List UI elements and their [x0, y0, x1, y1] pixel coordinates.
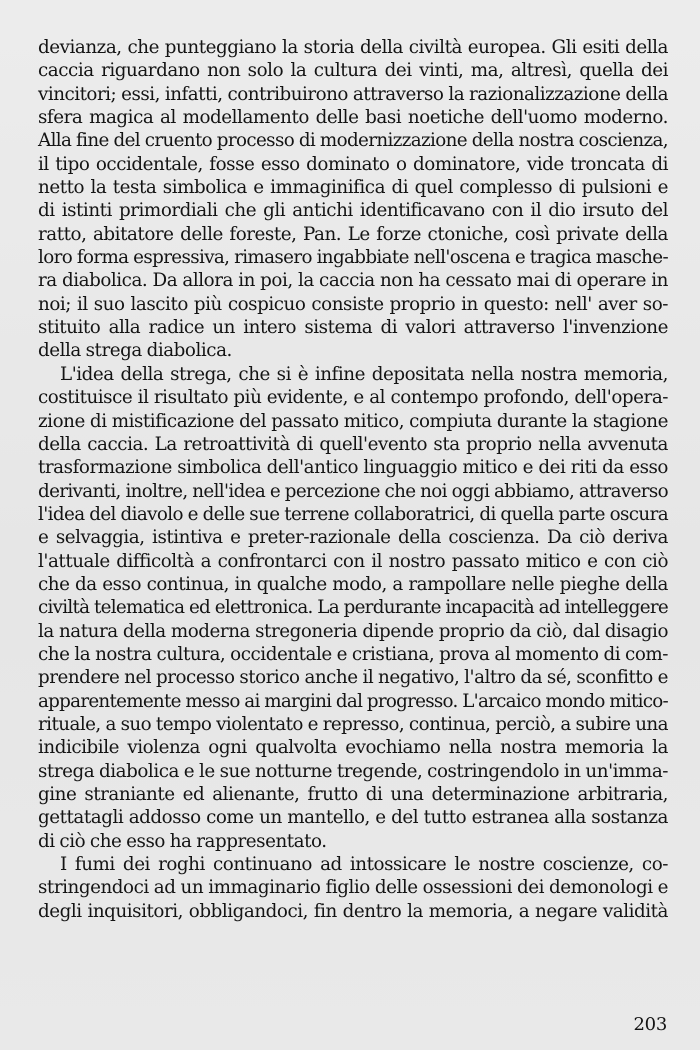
text-line: di istinti primordiali che gli antichi identificavano con il dio irsuto del — [38, 200, 668, 222]
text-line: costituisce il risultato più evidente, e al contempo profondo, dell'opera- — [38, 387, 668, 409]
text-line: civiltà telematica ed elettronica. La perdurante incapacità ad intelleggere — [38, 597, 668, 619]
text-line: I fumi dei roghi continuano ad intossicare le nostre coscienze, co- — [60, 854, 668, 876]
text-line: degli inquisitori, obbligandoci, fin dentro la memoria, a negare validità — [38, 900, 668, 922]
text-line: gettatagli addosso come un mantello, e del tutto estranea alla sostanza — [38, 807, 668, 829]
text-line: apparentemente messo ai margini dal progresso. L'arcaico mondo mitico- — [38, 690, 668, 712]
text-line: il tipo occidentale, fosse esso dominato o dominatore, vide troncata di — [38, 153, 668, 175]
page-number: 203 — [633, 1014, 667, 1035]
text-line: prendere nel processo storico anche il negativo, l'altro da sé, sconfitto e — [38, 667, 668, 689]
text-line: L'idea della strega, che si è infine depositata nella nostra memoria, — [60, 363, 668, 385]
body-text — [38, 36, 668, 923]
text-line: indicibile violenza ogni qualvolta evochiamo nella nostra memoria la — [38, 737, 668, 759]
text-line: trasformazione simbolica dell'antico linguaggio mitico e dei riti da esso — [38, 457, 668, 479]
text-line: stituito alla radice un intero sistema di valori attraverso l'invenzione — [38, 317, 668, 339]
text-line: netto la testa simbolica e immaginifica di quel complesso di pulsioni e — [38, 177, 668, 199]
text-line: Alla fine del cruento processo di modernizzazione della nostra coscienza, — [38, 130, 668, 152]
text-line: noi; il suo lascito più cospicuo consiste proprio in questo: nell' aver so- — [38, 293, 668, 315]
text-line: che da esso continua, in qualche modo, a rampollare nelle pieghe della — [38, 573, 668, 595]
text-line: gine straniante ed alienante, frutto di una determinazione arbitraria, — [38, 784, 668, 805]
text-line: che la nostra cultura, occidentale e cristiana, prova al momento di com- — [38, 643, 668, 665]
text-line: e selvaggia, istintiva e preter-razionale della coscienza. Da ciò deriva — [38, 527, 668, 549]
text-line: vincitori; essi, infatti, contribuirono attraverso la razionalizzazione della — [38, 83, 668, 105]
text-line: strega diabolica e le sue notturne tregende, costringendolo in un'imma- — [38, 760, 668, 782]
text-line: stringendoci ad un immaginario figlio delle ossessioni dei demonologi e — [38, 877, 668, 899]
text-line: rituale, a suo tempo violentato e represso, continua, perciò, a subire una — [38, 713, 668, 735]
text-line: della strega diabolica. — [38, 340, 232, 362]
text-line: l'idea del diavolo e delle sue terrene collaboratrici, di quella parte oscura — [38, 503, 668, 525]
text-line: derivanti, inoltre, nell'idea e percezione che noi oggi abbiamo, attraverso — [38, 480, 668, 502]
text-line: la natura della moderna stregoneria dipende proprio da ciò, dal disagio — [38, 620, 668, 642]
paragraph-3 — [38, 853, 668, 923]
text-line: della caccia. La retroattività di quell'evento sta proprio nella avvenuta — [38, 433, 668, 455]
text-line: ra diabolica. Da allora in poi, la caccia non ha cessato mai di operare in — [38, 270, 668, 292]
text-line: caccia riguardano non solo la cultura dei vinti, ma, altresì, quella dei — [38, 60, 668, 82]
text-line: devianza, che punteggiano la storia della civiltà europea. Gli esiti della — [38, 37, 668, 58]
text-line: ratto, abitatore delle foreste, Pan. Le forze ctoniche, così private della — [38, 223, 668, 245]
paragraph-2 — [38, 363, 668, 853]
text-line: di ciò che esso ha rappresentato. — [38, 830, 327, 852]
text-line: sfera magica al modellamento delle basi noetiche dell'uomo moderno. — [38, 107, 668, 129]
text-line: l'attuale difficoltà a confrontarci con il nostro passato mitico e con ciò — [38, 550, 668, 572]
text-line: zione di mistificazione del passato mitico, compiuta durante la stagione — [38, 410, 668, 432]
paragraph-1 — [38, 36, 668, 363]
text-line: loro forma espressiva, rimasero ingabbiate nell'oscena e tragica masche- — [38, 247, 668, 269]
